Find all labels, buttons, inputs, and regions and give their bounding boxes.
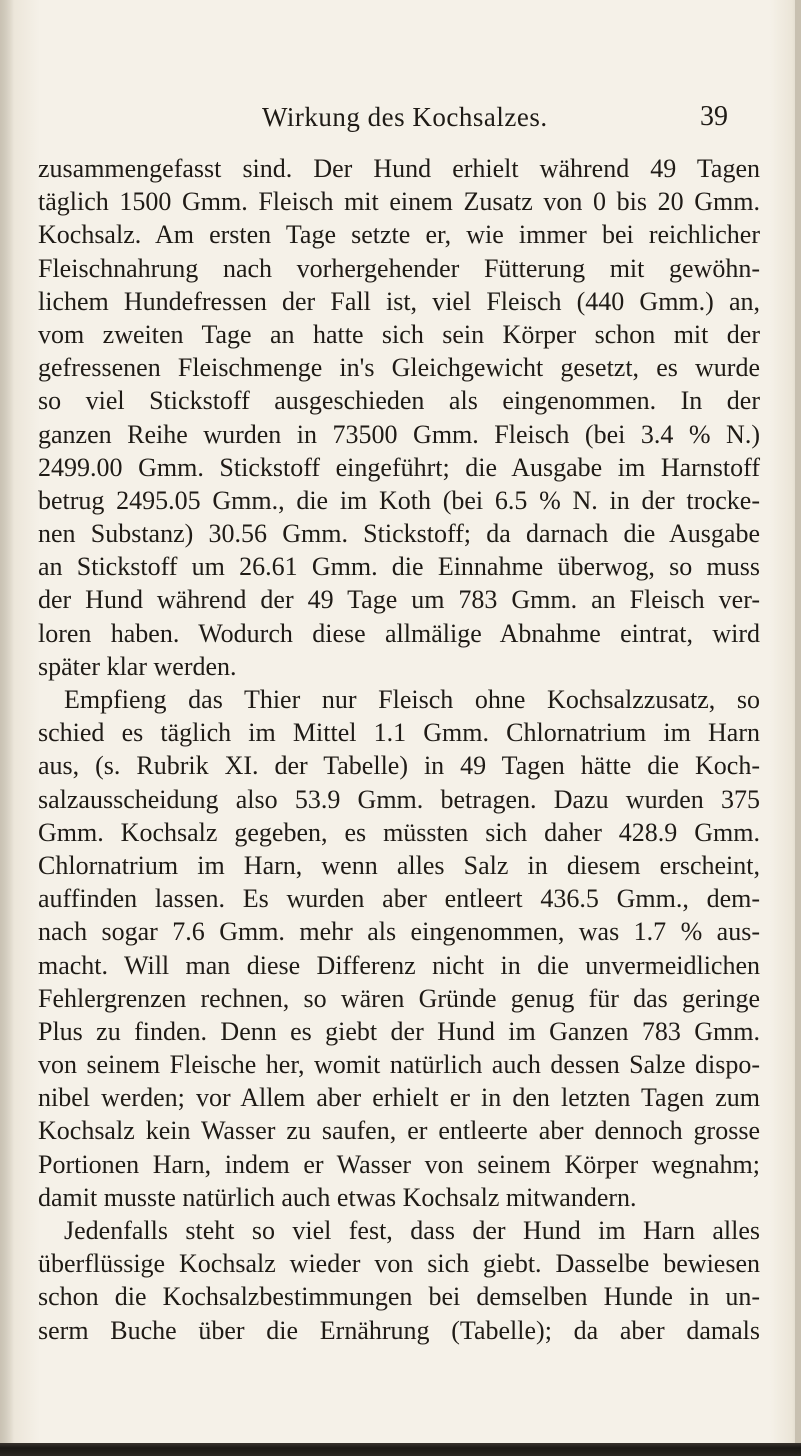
body-text bbox=[38, 152, 760, 1347]
text-line: serm Buche über die Ernährung (Tabelle); da aber damals bbox=[38, 1315, 760, 1345]
text-line: Kochsalz kein Wasser zu saufen, er entleerte aber dennoch grosse bbox=[38, 1116, 760, 1146]
text-line: lichem Hundefressen der Fall ist, viel Fleisch (440 Gmm.) an, bbox=[38, 286, 760, 316]
text-line: von seinem Fleische her, womit natürlich auch dessen Salze dispo- bbox=[38, 1050, 760, 1080]
text-line: salzausscheidung also 53.9 Gmm. betragen. Dazu wurden 375 bbox=[38, 784, 760, 814]
scan-bottom-edge bbox=[0, 1443, 801, 1456]
text-line: auffinden lassen. Es wurden aber entleert 436.5 Gmm., dem- bbox=[38, 884, 760, 914]
text-line: gefressenen Fleischmenge in's Gleichgewicht gesetzt, es wurde bbox=[38, 353, 760, 383]
page-gutter-shadow bbox=[0, 0, 14, 1456]
text-line: Kochsalz. Am ersten Tage setzte er, wie immer bei reichlicher bbox=[38, 220, 760, 250]
text-line: Chlornatrium im Harn, wenn alles Salz in diesem erscheint, bbox=[38, 850, 760, 880]
text-line: aus, (s. Rubrik XI. der Tabelle) in 49 Tagen hätte die Koch- bbox=[38, 751, 760, 781]
page-edge bbox=[795, 0, 801, 1456]
text-line: Fehlergrenzen rechnen, so wären Gründe genug für das geringe bbox=[38, 983, 760, 1013]
page-number: 39 bbox=[700, 101, 728, 132]
paragraph-end-line: damit musste natürlich auch etwas Kochsalz mitwandern. bbox=[38, 1182, 637, 1212]
text-line: betrug 2495.05 Gmm., die im Koth (bei 6.5 % N. in der trocke- bbox=[38, 485, 760, 515]
text-line: der Hund während der 49 Tage um 783 Gmm. an Fleisch ver- bbox=[38, 585, 760, 615]
text-line: nibel werden; vor Allem aber erhielt er in den letzten Tagen zum bbox=[38, 1083, 760, 1113]
text-line: so viel Stickstoff ausgeschieden als eingenommen. In der bbox=[38, 386, 760, 416]
text-line: Fleischnahrung nach vorhergehender Fütterung mit gewöhn- bbox=[38, 253, 760, 283]
text-line: Gmm. Kochsalz gegeben, es müssten sich daher 428.9 Gmm. bbox=[38, 817, 760, 847]
text-line: schied es täglich im Mittel 1.1 Gmm. Chlornatrium im Harn bbox=[38, 718, 760, 748]
page-header bbox=[0, 100, 801, 140]
paragraph-start-line: Empfieng das Thier nur Fleisch ohne Kochsalzzusatz, so bbox=[64, 685, 760, 714]
text-line: loren haben. Wodurch diese allmälige Abnahme eintrat, wird bbox=[38, 618, 760, 648]
text-line: an Stickstoff um 26.61 Gmm. die Einnahme überwog, so muss bbox=[38, 552, 760, 582]
text-line: nach sogar 7.6 Gmm. mehr als eingenommen, was 1.7 % aus- bbox=[38, 917, 760, 947]
text-line: ganzen Reihe wurden in 73500 Gmm. Fleisch (bei 3.4 % N.) bbox=[38, 419, 760, 449]
text-line: nen Substanz) 30.56 Gmm. Stickstoff; da darnach die Ausgabe bbox=[38, 519, 760, 549]
text-line: schon die Kochsalzbestimmungen bei demselben Hunde in un- bbox=[38, 1282, 760, 1312]
paragraph-end-line: später klar werden. bbox=[38, 651, 237, 681]
text-line: täglich 1500 Gmm. Fleisch mit einem Zusatz von 0 bis 20 Gmm. bbox=[38, 187, 760, 217]
text-line: Plus zu finden. Denn es giebt der Hund im Ganzen 783 Gmm. bbox=[38, 1016, 760, 1046]
text-line: 2499.00 Gmm. Stickstoff eingeführt; die Ausgabe im Harnstoff bbox=[38, 452, 760, 482]
running-title: Wirkung des Kochsalzes. bbox=[262, 102, 548, 132]
text-line: macht. Will man diese Differenz nicht in die unvermeidlichen bbox=[38, 950, 760, 980]
paragraph-start-line: Jedenfalls steht so viel fest, dass der Hund im Harn alles bbox=[64, 1216, 760, 1245]
text-line: zusammengefasst sind. Der Hund erhielt während 49 Tagen bbox=[38, 154, 760, 183]
text-line: Portionen Harn, indem er Wasser von seinem Körper wegnahm; bbox=[38, 1149, 760, 1179]
text-line: vom zweiten Tage an hatte sich sein Körper schon mit der bbox=[38, 319, 760, 349]
text-line: überflüssige Kochsalz wieder von sich giebt. Dasselbe bewiesen bbox=[38, 1249, 760, 1279]
